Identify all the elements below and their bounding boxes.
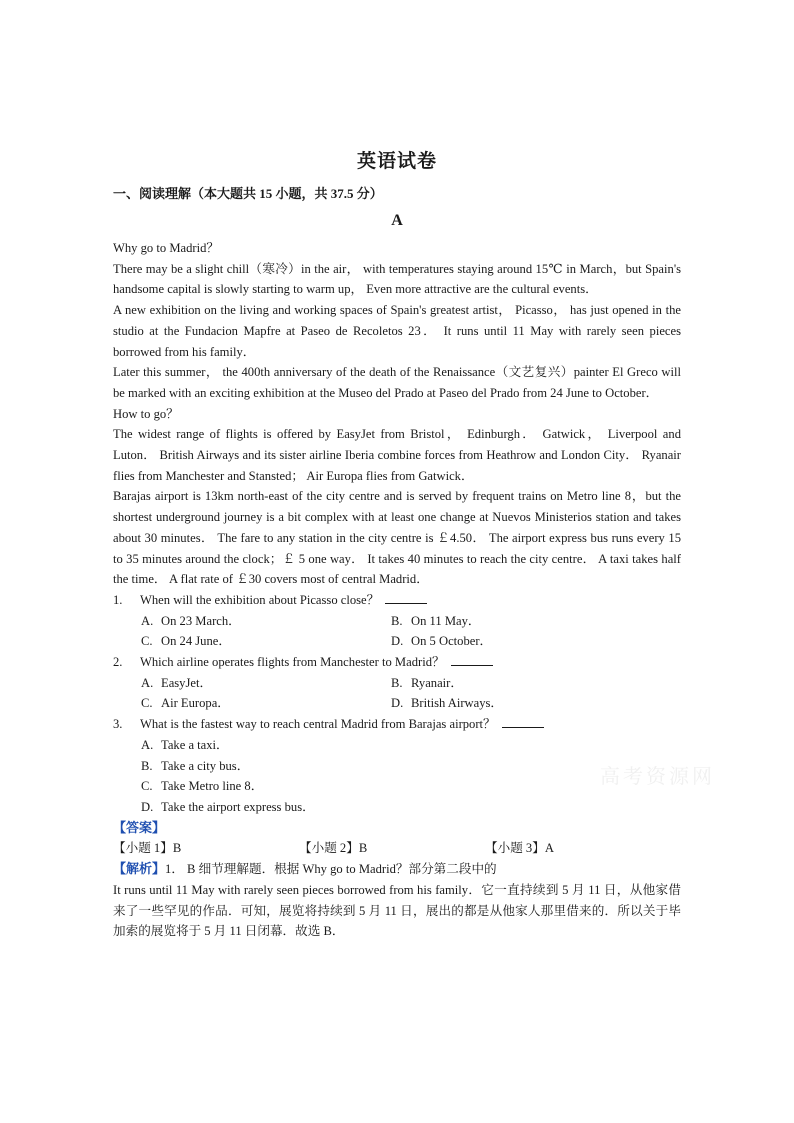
question-number: 2. (113, 655, 123, 670)
document-page (113, 146, 681, 942)
question-text: Which airline operates flights from Manchester to Madrid？ (140, 655, 445, 670)
question-number: 1. (113, 592, 123, 607)
answer-blank[interactable] (451, 653, 493, 666)
passage-paragraph: Barajas airport is 13km north-east of the city centre and is served by frequent trains on Metro line 8，but the shortest underground journey is a bit complex with at least one change at Nuevos Ministerios station and takes about 30 minutes． The fare to any station in the city centre is ￡4.50． The airport express bus runs every 15 to 35 minutes around the clock；￡ 5 one way． It takes 40 minutes to reach the city centre． A taxi takes half the time． A flat rate of ￡30 covers most of central Madrid． (113, 489, 681, 587)
question-number: 3. (113, 717, 123, 732)
option-d[interactable]: D. Take the airport express bus． (141, 799, 315, 814)
option-b[interactable]: B. Take a city bus． (141, 758, 250, 773)
passage-paragraph: Why go to Madrid？ (113, 241, 219, 255)
passage-paragraph: The widest range of flights is offered by EasyJet from Bristol， Edinburgh． Gatwick， Liverpool and Luton． British Airways and its sister airline Iberia combine forces from Heathrow and London City． Ryanair flies from Manchester and Stansted； Air Europa flies from Gatwick． (113, 427, 681, 483)
question-text: What is the fastest way to reach central Madrid from Barajas airport？ (140, 717, 496, 732)
section-heading: 一、阅读理解（本大题共 15 小题，共 37.5 分） (113, 186, 383, 201)
answer-blank[interactable] (502, 715, 544, 728)
question-2 (113, 652, 681, 714)
option-c[interactable]: C. Air Europa． (141, 696, 230, 711)
option-b[interactable]: B. On 11 May． (391, 613, 481, 628)
analysis-first-line: 【解析】1． B 细节理解题．根据 Why go to Madrid？部分第二段中的 (113, 861, 497, 877)
analysis-tag: 【解析】 (113, 861, 166, 877)
watermark: 高考资源网 (600, 766, 715, 788)
page-title: 英语试卷 (356, 151, 437, 172)
answer-tag: 【答案】 (113, 819, 166, 835)
question-3 (113, 714, 681, 818)
option-a[interactable]: A. Take a taxi． (141, 737, 229, 752)
option-b[interactable]: B. Ryanair． (391, 675, 463, 690)
option-a[interactable]: A. On 23 March． (141, 613, 241, 628)
analysis-body: It runs until 11 May with rarely seen pieces borrowed from his family．它一直持续到 5 月 11 日，从他家借来了一些罕见的作品．可知，展览将持续到 5 月 11 日，展出的都是从他家人那里借来的．所以关于毕加索的展览将于 5 月 11 日闭幕．故选 B． (113, 882, 681, 939)
answer-blank[interactable] (385, 591, 427, 604)
passage-paragraph: There may be a slight chill（寒冷）in the air， with temperatures staying around 15℃ in March，but Spain's handsome capital is slowly starting to warm up， Even more attractive are the cultural events． (113, 261, 681, 297)
answer-row (113, 838, 681, 859)
passage-paragraph: A new exhibition on the living and working spaces of Spain's greatest artist， Picasso， has just opened in the studio at the Fundacion Mapfre at Paseo de Recoletos 23． It runs until 11 May with rarely seen pieces borrowed from his family． (113, 303, 681, 359)
option-c[interactable]: C. Take Metro line 8． (141, 779, 264, 794)
passage-paragraph: How to go？ (113, 406, 179, 421)
option-d[interactable]: D. British Airways． (391, 696, 504, 711)
option-c[interactable]: C. On 24 June． (141, 634, 231, 649)
answer-2: 【小题 2】B (299, 841, 368, 856)
option-a[interactable]: A. EasyJet． (141, 675, 213, 690)
answer-3: 【小题 3】A (485, 841, 554, 856)
answer-1: 【小题 1】B (113, 841, 182, 856)
option-d[interactable]: D. On 5 October． (391, 634, 493, 649)
question-text: When will the exhibition about Picasso close？ (140, 592, 380, 607)
passage-label: A (391, 212, 403, 229)
question-1 (113, 590, 681, 652)
passage-paragraph: Later this summer， the 400th anniversary of the death of the Renaissance（文艺复兴）painter El Greco will be marked with an exciting exhibition at the Museo del Prado at Paseo del Prado from 24 June to October． (113, 365, 681, 400)
passage (113, 238, 681, 590)
